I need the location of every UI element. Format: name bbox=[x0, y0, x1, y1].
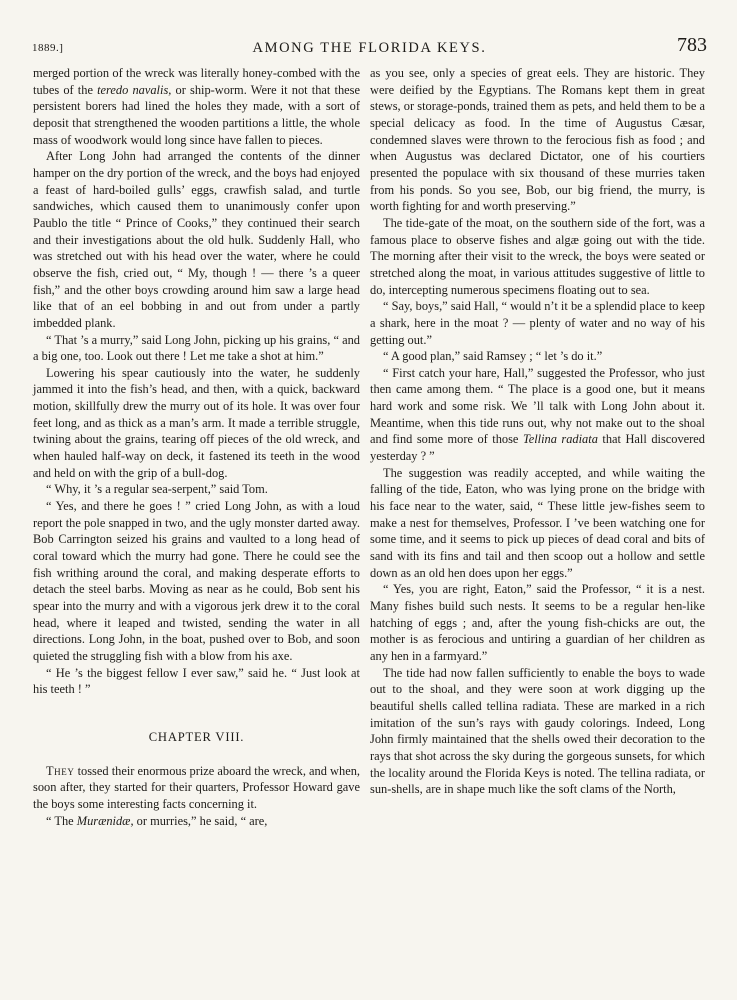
paragraph: “ First catch your hare, Hall,” suggested the Professor, who just then came among them. “ The place is a good one, but it means hard work and some risk. We ’ll talk with Long John about it. Meantime, when this tide runs out, why not make out to the shoal and find some more of those Tellina radiata that Hall discovered yesterday ? ” bbox=[370, 365, 705, 464]
left-column bbox=[33, 65, 360, 829]
header-title: AMONG THE FLORIDA KEYS. bbox=[252, 40, 487, 56]
paragraph: The suggestion was readily accepted, and while waiting the falling of the tide, Eaton, who was lying prone on the bridge with his face near to the water, said, “ These little jew-fishes seem to make a nest for themselves, Professor. I ’ve been watching one for some time, and it seems to pick up pieces of dead coral and bits of sand with its fins and tail and then scoop out a hollow and settle down as an old hen does upon her eggs.” bbox=[370, 465, 705, 580]
right-column bbox=[370, 65, 705, 798]
paragraph: The tide-gate of the moat, on the southern side of the fort, was a famous place to observe fishes and algæ going out with the tide. The morning after their visit to the wreck, the boys were seated or stretched along the moat, in various attitudes suggestive of little to do, intercepting numerous specimens floating out to sea. bbox=[370, 215, 705, 297]
paragraph: They tossed their enormous prize aboard the wreck, and when, soon after, they started for their quarters, Professor Howard gave the boys some interesting facts concerning it. bbox=[33, 763, 360, 811]
paragraph: “ Yes, you are right, Eaton,” said the Professor, “ it is a nest. Many fishes build such nests. It seems to be a regular hen-like hatching of eggs ; and, after the young fish-chicks are out, the mother is as ferocious and untiring a guardian of her children as any hen in a farmyard.” bbox=[370, 582, 705, 663]
paragraph: “ Why, it ’s a regular sea-serpent,” said Tom. bbox=[46, 482, 268, 497]
paragraph: as you see, only a species of great eels. They are historic. They were deified by the Egyptians. The Romans kept them in great stews, or storage-ponds, trained them as pets, and held them to be a special delicacy as food. In the time of Augustus Cæsar, condemned slaves were thrown to the ferocious fish as food ; and when Augustus was declared Dictator, one of his courtiers presented the populace with six thousand of these murries taken from his ponds. So you see, Bob, our big friend, the murry, is worth fighting for and worth preserving.” bbox=[370, 66, 705, 214]
header-date: 1889.] bbox=[32, 42, 64, 54]
paragraph: “ Say, boys,” said Hall, “ would n’t it be a splendid place to keep a shark, here in the moat ? — plenty of water and no way of his getting out.” bbox=[370, 299, 705, 347]
paragraph: “ Yes, and there he goes ! ” cried Long John, as with a loud report the pole snapped in two, and the ugly monster darted away. Bob Carrington seized his grains and vaulted to a long head of coral toward which the murry had gone. There he could see the fish writhing around the coral, and making desperate efforts to detach the steel barbs. Moving as near as he could, Bob sent his spear into the murry and with a vigorous jerk drew it to the coral head, where it leaped and twisted, sending the water in all directions. Long John, in the boat, pushed over to Bob, and soon quieted the struggling fish with a blow from his axe. bbox=[33, 499, 360, 663]
paragraph: merged portion of the wreck was literally honey-combed with the tubes of the teredo navalis, or ship-worm. Were it not that these persistent borers had lined the holes they made, with a sort of deposit that strengthened the wooden partitions a little, the whole mass of woodwork would long since have fallen to pieces. bbox=[33, 66, 360, 147]
page-number: 783 bbox=[677, 34, 707, 56]
paragraph: “ He ’s the biggest fellow I ever saw,” said he. “ Just look at his teeth ! ” bbox=[33, 665, 360, 697]
running-header bbox=[32, 34, 707, 66]
paragraph: The tide had now fallen sufficiently to enable the boys to wade out to the shoal, and they were soon at work digging up the beautiful shells called tellina radiata. These are marked in a rich imitation of the sun’s rays with gaudy colorings. Indeed, Long John firmly maintained that the shells owed their decoration to the rays that shot across the sky during the gorgeous sunsets, for which the locality around the Florida Keys is noted. The tellina radiata, or sun-shells, are in shape much like the soft clams of the North, bbox=[370, 665, 705, 797]
paragraph: Lowering his spear cautiously into the water, he suddenly jammed it into the fish’s head, and then, with a quick, backward motion, skillfully drew the murry out of its hole. It was over four feet long, and as thick as a man’s arm. It made a terrible struggle, twining about the grains, tearing off pieces of the old wreck, and when hauled half-way on deck, it fastened its teeth in the wood and held on with the grip of a bull-dog. bbox=[33, 365, 360, 480]
paragraph: “ A good plan,” said Ramsey ; “ let ’s do it.” bbox=[383, 349, 603, 364]
paragraph: “ That ’s a murry,” said Long John, picking up his grains, “ and a big one, too. Look out there ! Let me take a shot at him.” bbox=[33, 332, 360, 364]
chapter-heading: CHAPTER VIII. bbox=[148, 729, 245, 744]
paragraph: “ The Murænidæ, or murries,” he said, “ are, bbox=[46, 813, 268, 828]
paragraph: After Long John had arranged the contents of the dinner hamper on the dry portion of the wreck, and the boys had enjoyed a feast of hard-boiled gulls’ eggs, crawfish salad, and turtle sandwiches, which caused them to unanimously confer upon Paublo the title “ Prince of Cooks,” they continued their search and their investigations about the old hulk. Suddenly Hall, who was stretched out with his head over the water, where he could observe the fish, cried out, “ My, though ! — there ’s a queer fish,” and the other boys crowding around him saw a large head like that of an eel bobbing in and out from under a partly imbedded plank. bbox=[33, 149, 360, 330]
